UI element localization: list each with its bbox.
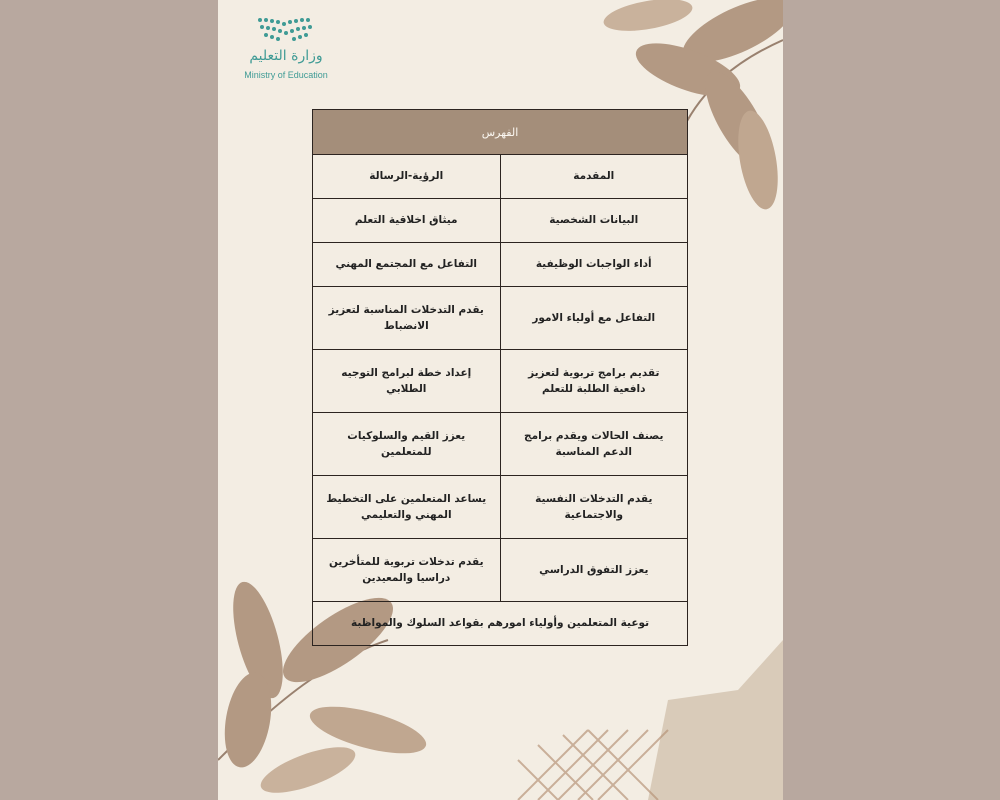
table-cell-left: يساعد المتعلمين على التخطيط المهني والتعليمي (313, 476, 501, 539)
table-cell-right: التفاعل مع أولياء الامور (500, 287, 688, 350)
table-cell-left: يقدم التدخلات المناسبة لتعزيز الانضباط (313, 287, 501, 350)
logo-dots-icon (256, 16, 316, 44)
table-cell-right: أداء الواجبات الوظيفية (500, 243, 688, 287)
ministry-logo (236, 12, 336, 92)
table-cell-right: المقدمة (500, 155, 688, 199)
table-row (313, 287, 688, 350)
table-cell-right: يعزز التفوق الدراسي (500, 539, 688, 602)
table-cell-left: إعداد خطة لبرامج التوجيه الطلابي (313, 350, 501, 413)
table-cell-right: تقديم برامج تربوية لتعزيز دافعية الطلبة للتعلم (500, 350, 688, 413)
table-cell-right: البيانات الشخصية (500, 199, 688, 243)
table-cell-left: ميثاق اخلاقية التعلم (313, 199, 501, 243)
table-row (313, 243, 688, 287)
table-row (313, 602, 688, 646)
table-cell-left: الرؤية-الرسالة (313, 155, 501, 199)
ministry-name-english: Ministry of Education (244, 70, 328, 80)
table-row (313, 199, 688, 243)
table-row (313, 350, 688, 413)
table-row (313, 155, 688, 199)
index-table (312, 109, 688, 646)
table-row (313, 539, 688, 602)
table-footer-cell: توعية المتعلمين وأولياء امورهم بقواعد السلوك والمواظبة (313, 602, 688, 646)
ministry-name-arabic: وزارة التعليم (249, 48, 323, 64)
document-page (218, 0, 783, 800)
table-cell-left: يعزز القيم والسلوكيات للمتعلمين (313, 413, 501, 476)
table-row (313, 413, 688, 476)
table-cell-right: يصنف الحالات ويقدم برامج الدعم المناسبة (500, 413, 688, 476)
index-title: الفهرس (313, 110, 688, 155)
table-cell-left: يقدم تدخلات تربوية للمتأخرين دراسيا والمعيدين (313, 539, 501, 602)
table-cell-right: يقدم التدخلات النفسية والاجتماعية (500, 476, 688, 539)
table-row (313, 476, 688, 539)
table-cell-left: التفاعل مع المجتمع المهني (313, 243, 501, 287)
